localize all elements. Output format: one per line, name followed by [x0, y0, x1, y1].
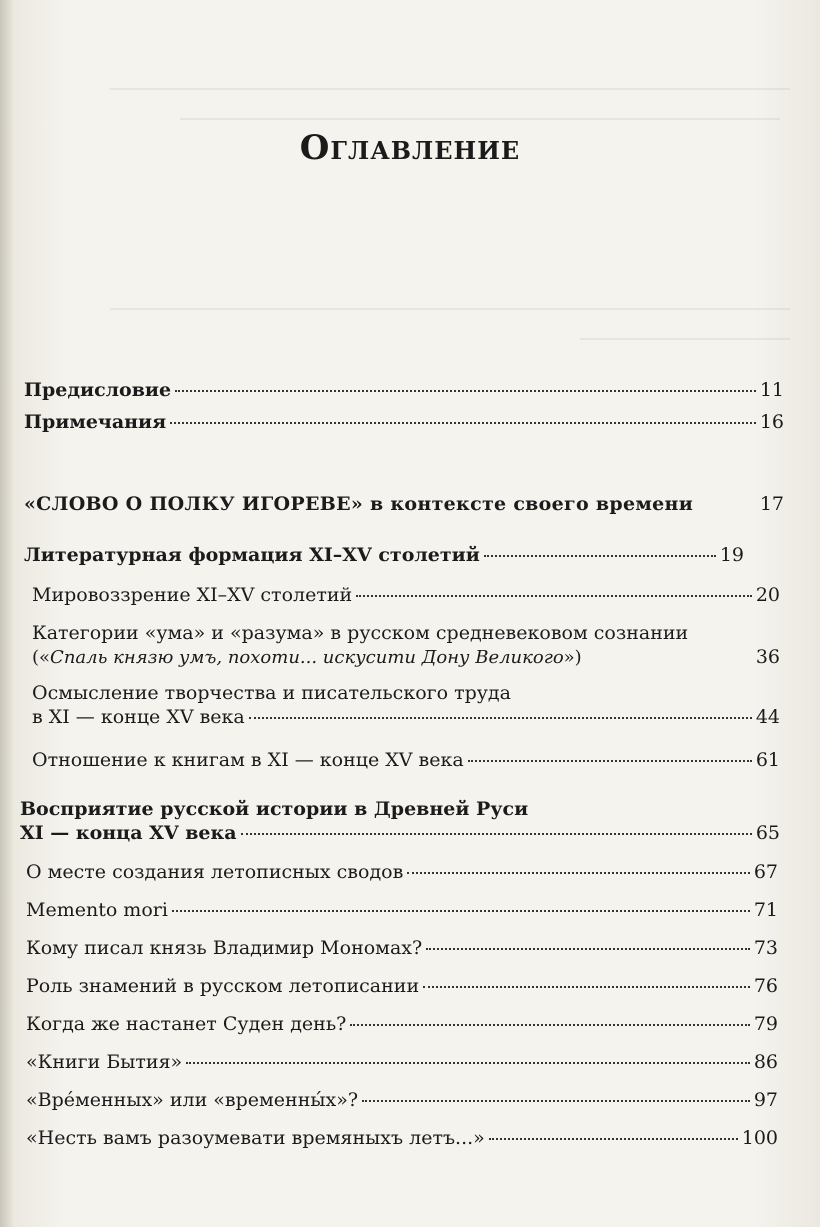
- toc-entry[interactable]: [26, 1012, 778, 1036]
- toc-entry-label: Восприятие русской истории в Древней Руси: [20, 798, 529, 820]
- toc-entry[interactable]: [24, 543, 744, 567]
- toc-entry-label: «Вре́менных» или «временны́х»?: [26, 1089, 359, 1111]
- toc-entry[interactable]: [32, 681, 780, 731]
- toc-entry-label: Роль знамений в русском летописании: [26, 975, 420, 997]
- toc-entry[interactable]: [26, 1050, 778, 1074]
- toc-entry-page: 17: [759, 493, 784, 515]
- leader-dots: [468, 760, 752, 762]
- toc-entry-label: Категории «ума» и «разума» в русском средневековом сознании: [32, 622, 689, 644]
- toc-entry-label: Осмысление творчества и писательского труда: [32, 682, 511, 704]
- leader-dots: [249, 717, 752, 719]
- leader-dots: [489, 1138, 738, 1140]
- toc-entry-page: 20: [755, 584, 780, 606]
- toc-entry-page: 61: [755, 749, 780, 771]
- toc-entry-page: 16: [759, 411, 784, 433]
- toc-entry-label: «СЛОВО О ПОЛКУ ИГОРЕВЕ» в контексте своего времени: [24, 493, 694, 515]
- toc-entry[interactable]: [24, 492, 784, 516]
- toc-entry[interactable]: [20, 797, 780, 847]
- toc-entry-label: Когда же настанет Суден день?: [26, 1013, 347, 1035]
- toc-entry-label: XI — конца XV века: [20, 822, 237, 844]
- leader-dots: [484, 555, 716, 557]
- toc-entry-page: 65: [755, 822, 780, 844]
- toc-entry-label: Литературная формация XI–XV столетий: [24, 544, 480, 566]
- leader-dots: [350, 1024, 749, 1026]
- leader-dots: [362, 1100, 750, 1102]
- toc-entry-page: 79: [753, 1013, 778, 1035]
- leader-dots: [426, 948, 750, 950]
- toc-entry-page: 19: [719, 544, 744, 566]
- toc-entry-page: 86: [753, 1051, 778, 1073]
- toc-entry-label-quote: Спаль князю умъ, похоти... искусити Дону Великого: [50, 647, 564, 668]
- toc-entry-page: 71: [753, 899, 778, 921]
- toc-entry[interactable]: [32, 748, 780, 772]
- toc-entry[interactable]: [26, 1126, 778, 1150]
- toc-entry[interactable]: [26, 974, 778, 998]
- toc-entry[interactable]: [24, 378, 784, 402]
- toc-entry-page: 44: [755, 706, 780, 728]
- leader-dots: [407, 872, 750, 874]
- toc-entry-page: 97: [753, 1089, 778, 1111]
- toc-entry-label: Кому писал князь Владимир Мономах?: [26, 937, 423, 959]
- toc-entry-page: 11: [759, 379, 784, 401]
- toc-entry[interactable]: [26, 936, 778, 960]
- toc-entry-page: 36: [755, 646, 780, 668]
- toc-entry[interactable]: [32, 621, 780, 671]
- toc-entry-label-open: («: [32, 647, 51, 668]
- toc-entry-label: Memento mori: [26, 899, 168, 921]
- leader-dots: [356, 595, 752, 597]
- toc-entry[interactable]: [26, 860, 778, 884]
- toc-entry[interactable]: [26, 1088, 778, 1112]
- toc-entry-label: Мировоззрение XI–XV столетий: [32, 584, 353, 606]
- toc-entry-label: Предисловие: [24, 379, 172, 401]
- toc-entry[interactable]: [32, 583, 780, 607]
- leader-dots: [170, 422, 756, 424]
- toc-entry[interactable]: [26, 898, 778, 922]
- toc-entry-label: О месте создания летописных сводов: [26, 861, 404, 883]
- toc-entry-page: 73: [753, 937, 778, 959]
- toc-entry-page: 76: [753, 975, 778, 997]
- leader-dots: [423, 986, 750, 988]
- leader-dots: [241, 833, 752, 835]
- toc-entry-label: Примечания: [24, 411, 167, 433]
- toc-entry-label: Отношение к книгам в XI — конце XV века: [32, 749, 464, 771]
- leader-dots: [175, 390, 756, 392]
- toc-entry-label: в XI — конце XV века: [32, 706, 245, 728]
- leader-dots: [186, 1062, 750, 1064]
- toc-entry-label-close: »): [563, 647, 582, 668]
- toc-entry-label: «Книги Бытия»: [26, 1051, 183, 1073]
- leader-dots: [172, 910, 750, 912]
- toc-entry-label: «Несть вамъ разоумевати времяныхъ летъ...»: [26, 1127, 485, 1149]
- toc-entry-page: 100: [741, 1127, 778, 1149]
- toc-entry[interactable]: [24, 410, 784, 434]
- page-title: Оглавление: [299, 128, 521, 168]
- toc-entry-page: 67: [753, 861, 778, 883]
